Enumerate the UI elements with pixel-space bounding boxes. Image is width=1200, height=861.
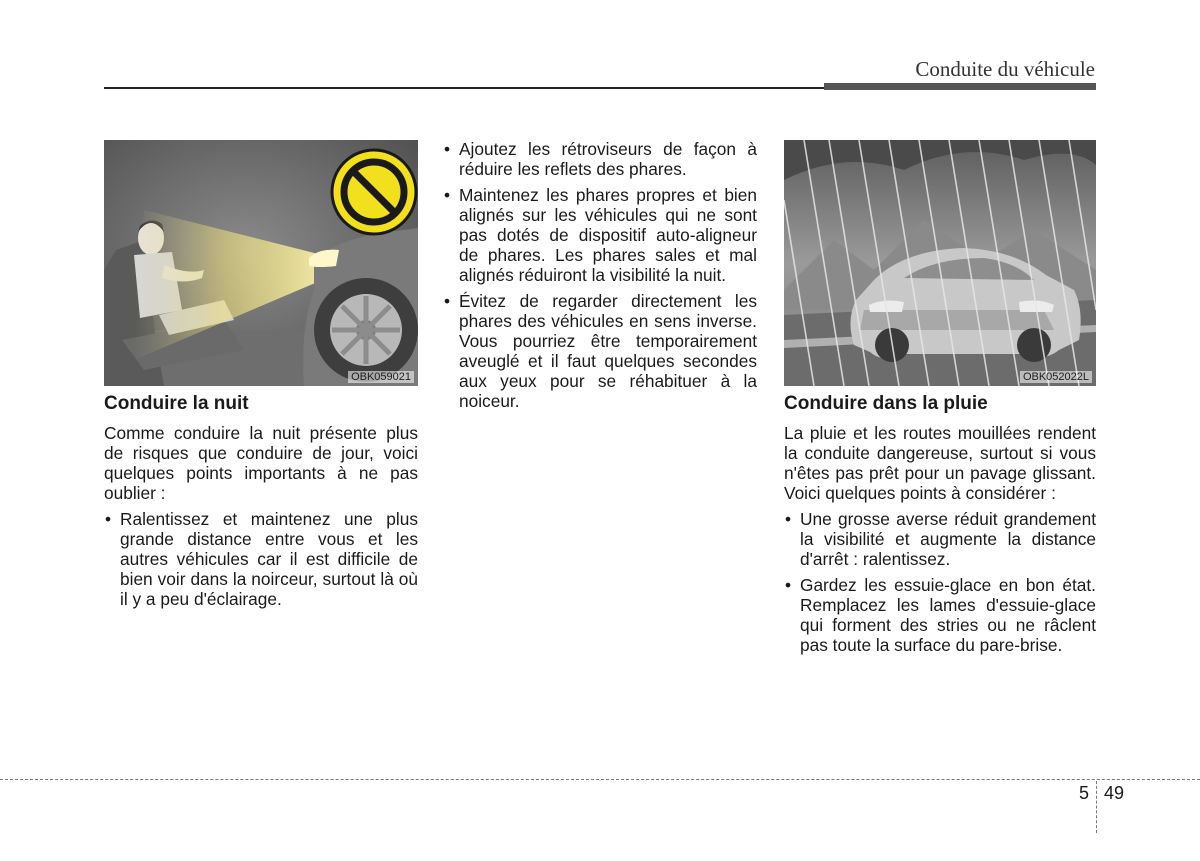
night-driving-image [104, 140, 418, 386]
intro-paragraph: La pluie et les routes mouillées rendent la conduite dangereuse, surtout si vous n'êtes pas prêt pour un pavage glissant. Voici quelques points à considérer : [784, 423, 1096, 503]
bullet-list [104, 509, 418, 609]
figure-code: OBK059021 [348, 371, 414, 383]
intro-paragraph: Comme conduire la nuit présente plus de risques que conduire de jour, voici quelques points importants à ne pas oublier : [104, 423, 418, 503]
section-heading-night: Conduire la nuit [104, 393, 249, 414]
page-number: 49 [1104, 783, 1125, 803]
prohibition-sign-icon [332, 150, 416, 234]
running-header: Conduite du véhicule [915, 57, 1095, 81]
list-item: • Ralentissez et maintenez une plus grande distance entre vous et les autres véhicules car il est difficile de bien voir dans la noirceur, surtout là où il y a peu d'éclairage. [104, 509, 418, 609]
footer-divider [1096, 781, 1097, 833]
list-item: • Évitez de regarder directement les phares des véhicules en sens inverse. Vous pourriez être temporairement aveuglé et il faut quelques secondes aux yeux pour se réhabituer à la noiceur. [443, 291, 757, 411]
footer-rule [0, 779, 1200, 780]
rain-driving-illustration [784, 140, 1096, 386]
list-item: • Une grosse averse réduit grandement la visibilité et augmente la distance d'arrêt : ralentissez. [784, 509, 1096, 569]
list-item: • Ajoutez les rétroviseurs de façon à réduire les reflets des phares. [443, 139, 757, 179]
middle-column [443, 139, 757, 417]
figure-code: OBK052022L [1020, 371, 1092, 383]
list-item: • Maintenez les phares propres et bien alignés sur les véhicules qui ne sont pas dotés de dispositif auto-aligneur de phares. Les phares sales et mal alignés réduiront la visibilité la nuit. [443, 185, 757, 285]
list-item: • Gardez les essuie-glace en bon état. Remplacez les lames d'essuie-glace qui forment des stries ou ne râclent pas toute la surface du pare-brise. [784, 575, 1096, 655]
section-heading-rain: Conduire dans la pluie [784, 393, 988, 414]
bullet-list [784, 509, 1096, 655]
rain-driving-image [784, 140, 1096, 386]
bullet-list [443, 139, 757, 411]
chapter-number: 5 [1079, 783, 1090, 803]
header-rule [104, 87, 824, 89]
night-driving-illustration [104, 140, 418, 386]
header-rule-accent [824, 83, 1096, 90]
left-column [104, 140, 418, 615]
right-column [784, 140, 1096, 661]
